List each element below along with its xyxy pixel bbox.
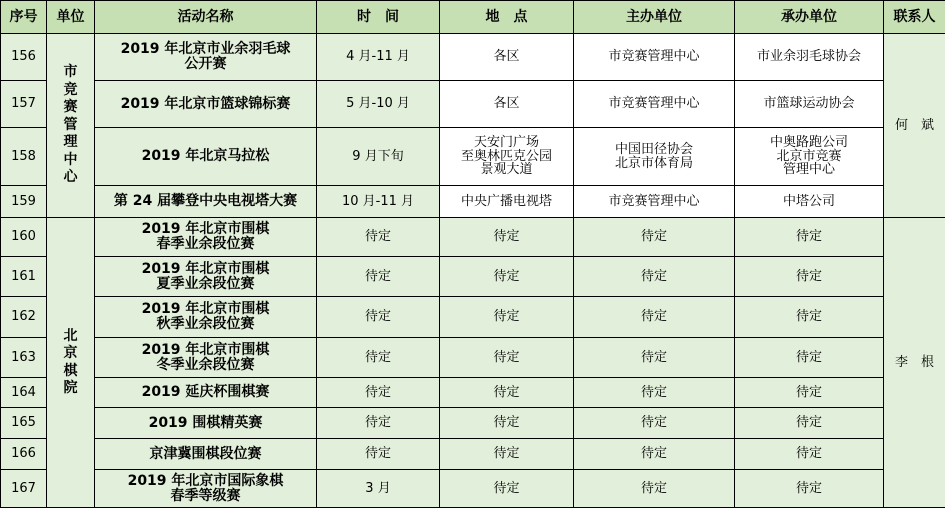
table-row [1, 408, 945, 439]
unit-label: 市竞赛管理中心 [63, 64, 78, 186]
row-seq: 160 [1, 218, 47, 257]
event-host: 中国田径协会 北京市体育局 [574, 128, 735, 186]
event-time: 4 月-11 月 [317, 34, 440, 81]
row-seq: 157 [1, 81, 47, 128]
row-seq: 163 [1, 338, 47, 378]
event-time: 待定 [317, 439, 440, 470]
row-seq: 165 [1, 408, 47, 439]
event-host: 市竞赛管理中心 [574, 34, 735, 81]
header-seq: 序号 [1, 1, 47, 34]
table-row [1, 186, 945, 218]
event-host: 待定 [574, 439, 735, 470]
row-seq: 167 [1, 470, 47, 508]
header-row [1, 1, 945, 34]
table-row [1, 218, 945, 257]
event-name: 2019 年北京市围棋 冬季业余段位赛 [95, 338, 317, 378]
event-place: 待定 [440, 338, 574, 378]
event-place: 各区 [440, 81, 574, 128]
unit-cell [47, 34, 95, 218]
event-place: 中央广播电视塔 [440, 186, 574, 218]
table-row [1, 470, 945, 508]
event-organizer: 市业余羽毛球协会 [735, 34, 884, 81]
event-host: 待定 [574, 470, 735, 508]
row-seq: 159 [1, 186, 47, 218]
event-organizer: 待定 [735, 338, 884, 378]
unit-cell [47, 218, 95, 508]
contact-cell [884, 34, 945, 218]
event-organizer: 待定 [735, 408, 884, 439]
event-place: 天安门广场 至奥林匹克公园 景观大道 [440, 128, 574, 186]
event-organizer: 待定 [735, 439, 884, 470]
event-name: 2019 年北京市围棋 春季业余段位赛 [95, 218, 317, 257]
header-place: 地 点 [440, 1, 574, 34]
event-time: 10 月-11 月 [317, 186, 440, 218]
table-row [1, 439, 945, 470]
event-place: 待定 [440, 470, 574, 508]
row-seq: 158 [1, 128, 47, 186]
event-time: 5 月-10 月 [317, 81, 440, 128]
event-organizer: 中奥路跑公司 北京市竞赛 管理中心 [735, 128, 884, 186]
event-place: 各区 [440, 34, 574, 81]
event-host: 待定 [574, 408, 735, 439]
unit-label: 北京棋院 [63, 327, 78, 396]
event-name: 2019 围棋精英赛 [95, 408, 317, 439]
event-organizer: 市篮球运动协会 [735, 81, 884, 128]
header-time: 时 间 [317, 1, 440, 34]
contact-cell [884, 218, 945, 508]
header-contact: 联系人 [884, 1, 945, 34]
event-time: 待定 [317, 408, 440, 439]
header-organizer: 承办单位 [735, 1, 884, 34]
event-place: 待定 [440, 297, 574, 338]
row-seq: 156 [1, 34, 47, 81]
header-host: 主办单位 [574, 1, 735, 34]
contact-label: 何 斌 [894, 117, 934, 133]
contact-label: 李 根 [894, 354, 934, 370]
event-name: 2019 年北京市围棋 秋季业余段位赛 [95, 297, 317, 338]
row-seq: 162 [1, 297, 47, 338]
table-row [1, 257, 945, 297]
row-seq: 164 [1, 378, 47, 408]
event-time: 待定 [317, 257, 440, 297]
table-row [1, 128, 945, 186]
event-host: 待定 [574, 378, 735, 408]
table-row [1, 34, 945, 81]
event-place: 待定 [440, 439, 574, 470]
event-time: 待定 [317, 338, 440, 378]
event-host: 待定 [574, 297, 735, 338]
event-organizer: 待定 [735, 378, 884, 408]
event-organizer: 待定 [735, 297, 884, 338]
header-event-name: 活动名称 [95, 1, 317, 34]
event-place: 待定 [440, 408, 574, 439]
event-host: 待定 [574, 338, 735, 378]
event-place: 待定 [440, 218, 574, 257]
header-unit: 单位 [47, 1, 95, 34]
event-time: 待定 [317, 218, 440, 257]
event-place: 待定 [440, 257, 574, 297]
event-time: 9 月下旬 [317, 128, 440, 186]
event-name: 第 24 届攀登中央电视塔大赛 [95, 186, 317, 218]
event-organizer: 待定 [735, 218, 884, 257]
event-name: 2019 年北京市业余羽毛球 公开赛 [95, 34, 317, 81]
event-time: 3 月 [317, 470, 440, 508]
event-name: 2019 年北京市围棋 夏季业余段位赛 [95, 257, 317, 297]
event-organizer: 待定 [735, 470, 884, 508]
row-seq: 166 [1, 439, 47, 470]
row-seq: 161 [1, 257, 47, 297]
event-host: 市竞赛管理中心 [574, 81, 735, 128]
event-name: 京津冀围棋段位赛 [95, 439, 317, 470]
event-name: 2019 延庆杯围棋赛 [95, 378, 317, 408]
table-row [1, 378, 945, 408]
event-time: 待定 [317, 378, 440, 408]
event-name: 2019 年北京市国际象棋 春季等级赛 [95, 470, 317, 508]
event-host: 待定 [574, 218, 735, 257]
event-organizer: 待定 [735, 257, 884, 297]
event-place: 待定 [440, 378, 574, 408]
table-row [1, 297, 945, 338]
event-host: 待定 [574, 257, 735, 297]
event-name: 2019 年北京市篮球锦标赛 [95, 81, 317, 128]
event-organizer: 中塔公司 [735, 186, 884, 218]
event-host: 市竞赛管理中心 [574, 186, 735, 218]
table-row [1, 338, 945, 378]
event-time: 待定 [317, 297, 440, 338]
table-row [1, 81, 945, 128]
event-name: 2019 年北京马拉松 [95, 128, 317, 186]
